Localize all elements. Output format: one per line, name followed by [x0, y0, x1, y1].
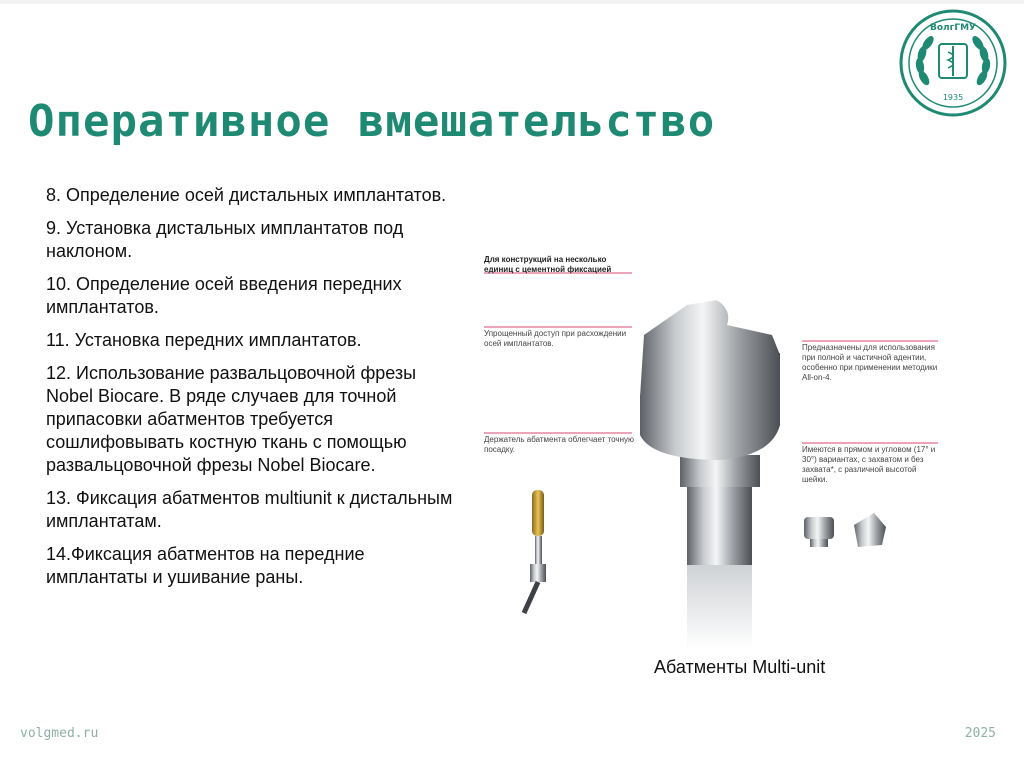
logo-text-bottom: 1935 — [942, 93, 964, 102]
slide-title: Оперативное вмешательство — [28, 96, 716, 147]
procedure-steps-list — [46, 184, 466, 599]
abutment-figure — [472, 255, 942, 650]
callout-low-left: Держатель абатмента облегчает точную посадку. — [484, 435, 634, 454]
footer-year: 2025 — [964, 726, 996, 741]
list-item: 14.Фиксация абатментов на передние имплантаты и ушивание раны. — [46, 544, 365, 587]
abutment-shaft — [687, 485, 752, 565]
list-item: 12. Использование развальцовочной фрезы Nobel Biocare. В ряде случаев для точной припасовки абатментов требуется сошлифовывать костную ткань с помощью развальцовочной фрезы Nobel Biocare. — [46, 363, 417, 475]
figure-caption: Абатменты Multi-unit — [654, 657, 826, 677]
footer-site: volgmed.ru — [20, 726, 99, 741]
abutment-holder-tool — [524, 490, 546, 613]
callout-low-right: Имеются в прямом и угловом (17° и 30°) вариантах, с захватом и без захвата*, с различной высотой шейки. — [802, 445, 936, 484]
top-divider — [0, 0, 1024, 4]
list-item: 13. Фиксация абатментов multiunit к дистальным имплантатам. — [46, 488, 453, 531]
abutment-shaft-reflection — [687, 565, 752, 650]
callout-mid-right: Предназначены для использования при полной и частичной адентии, особенно при применении методики All-on-4. — [802, 343, 938, 382]
small-abutment-straight — [804, 517, 834, 547]
callout-mid-left: Упрощенный доступ при расхождении осей имплантатов. — [484, 329, 627, 348]
logo-text-top: ВолгГМУ — [930, 23, 976, 33]
small-abutment-angled — [854, 513, 886, 547]
university-seal-icon — [898, 8, 1008, 118]
list-item: 11. Установка передних имплантатов. — [46, 330, 362, 350]
list-item: 9. Установка дистальных имплантатов под наклоном. — [46, 218, 404, 261]
callout-top-left: Для конструкций на несколько единиц с цементной фиксацией — [484, 255, 612, 274]
list-item: 10. Определение осей введения передних имплантатов. — [46, 274, 402, 317]
list-item: 8. Определение осей дистальных имплантатов. — [46, 185, 447, 205]
